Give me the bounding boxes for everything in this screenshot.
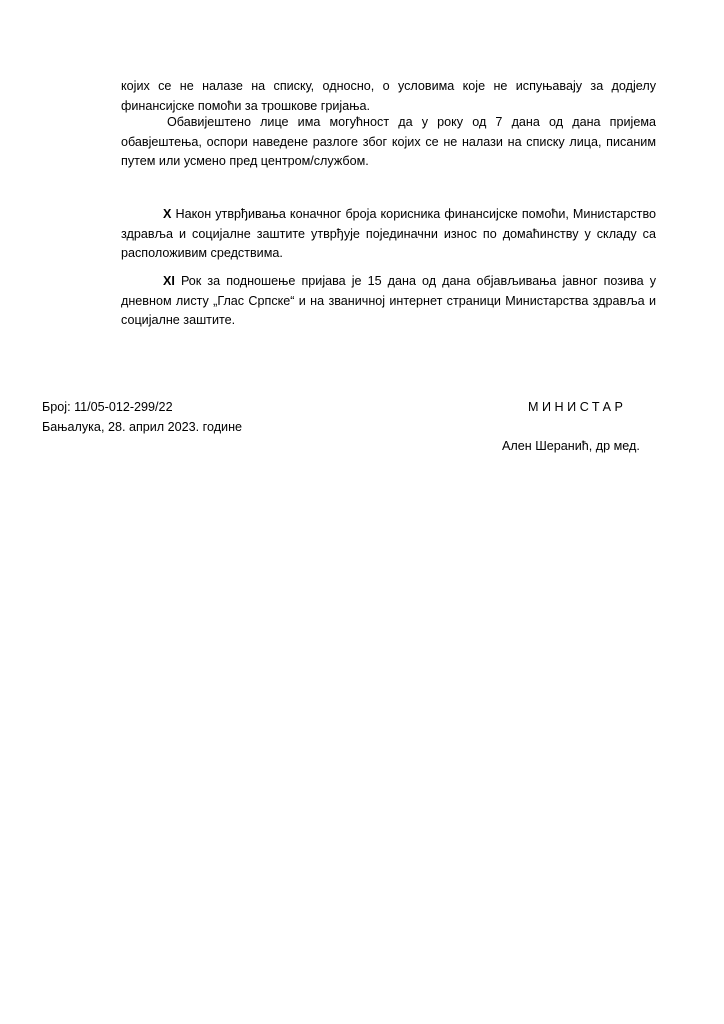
signatory-name: Ален Шеранић, др мед. [502,439,640,453]
section-x-text [121,205,656,264]
section-xi-body: Рок за подношење пријава је 15 дана од дана објављивања јавног позива у дневном листу „Глас Српске“ и на званичној интернет страници Министарства здравља и социјалне заштите. [121,274,656,327]
section-x-body: Након утврђивања коначног броја корисника финансијске помоћи, Министарство здравља и социјалне заштите утврђује појединачни износ по домаћинству у складу са расположивим средствима. [121,207,656,260]
section-xi [121,272,656,331]
paragraph-conditions [121,77,656,116]
paragraph-objection [121,113,656,172]
document-reference [42,398,242,437]
section-x [121,205,656,264]
document-number: Број: 11/05-012-299/22 [42,400,173,414]
paragraph-conditions-text: којих се не налазе на списку, односно, о условима које не испуњавају за додјелу финансијске помоћи за трошкове гријања. [121,79,656,113]
section-xi-text [121,272,656,331]
section-xi-label: XI [163,274,175,288]
section-x-label: X [163,207,172,221]
paragraph-objection-text: Обавијештено лице има могућност да у року од 7 дана од дана пријема обавјештења, оспори наведене разлоге због којих се не налази на списку лица, писаним путем или усмено пред центром/службом. [121,115,656,168]
document-place-date: Бањалука, 28. април 2023. године [42,419,243,434]
signatory-title: МИНИСТАР [528,400,627,414]
